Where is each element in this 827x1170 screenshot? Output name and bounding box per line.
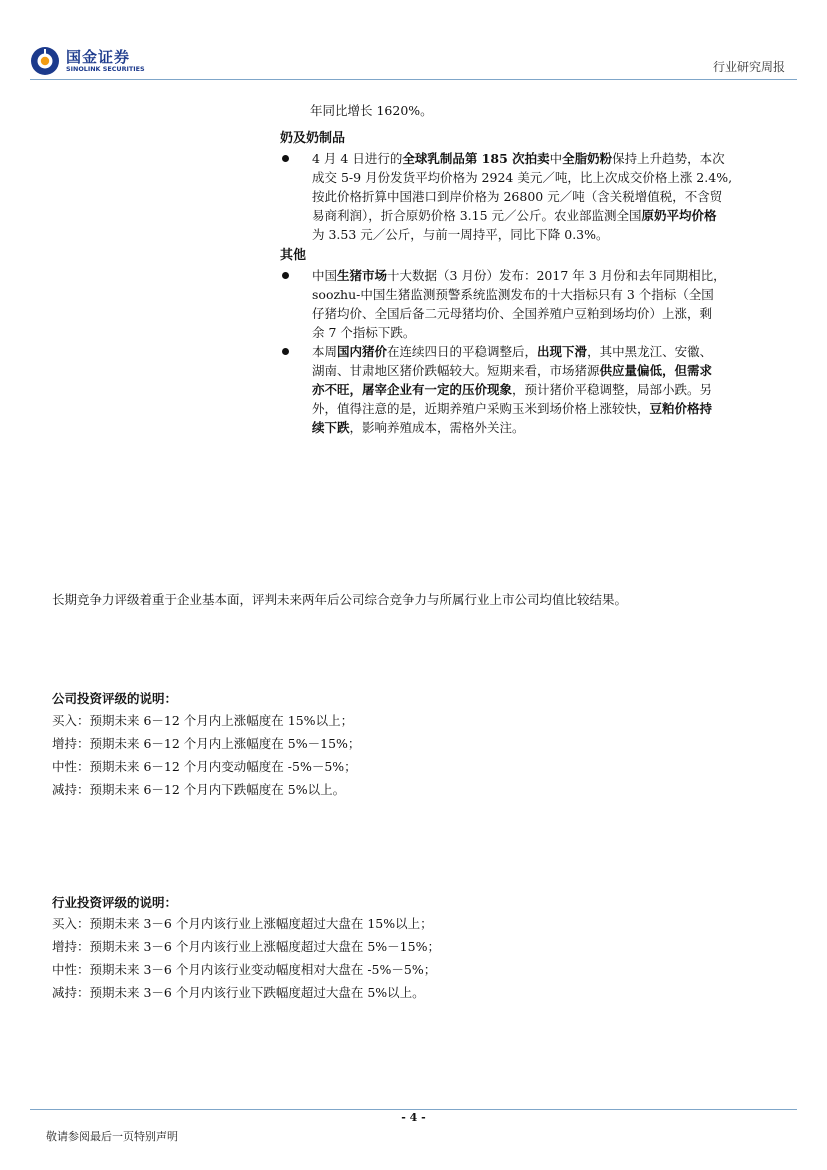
bold-span: 续下跌 bbox=[312, 420, 350, 435]
text-line bbox=[312, 361, 785, 380]
dairy-bullet bbox=[280, 149, 785, 244]
pig-market-bullet-text bbox=[312, 266, 785, 342]
bold-span: 亦不旺，屠宰企业有一定的压价现象 bbox=[312, 382, 513, 397]
text-line bbox=[312, 206, 785, 225]
company-rating-title: 公司投资评级的说明： bbox=[52, 691, 178, 706]
text-span: ，影响养殖成本，需格外关注。 bbox=[349, 420, 525, 435]
text-span: 本周 bbox=[312, 344, 338, 359]
text-line bbox=[312, 380, 785, 399]
text-span: 中 bbox=[549, 151, 563, 166]
industry-rating-item: 买入：预期未来 3－6 个月内该行业上涨幅度超过大盘在 15%以上； bbox=[52, 916, 433, 931]
text-line bbox=[312, 342, 785, 361]
text-line: 为 3.53 元／公斤，与前一周持平，同比下降 0.3%。 bbox=[312, 227, 609, 242]
logo-english-name: SINOLINK SECURITIES bbox=[66, 65, 145, 73]
text-line: 成交 5-9 月份发货平均价格为 2924 美元／吨，比上次成交价格上涨 2.4%, bbox=[312, 170, 733, 185]
text-line bbox=[312, 149, 785, 168]
text-span: 易商利润），折合原奶价格 3.15 元／公斤。农业部监测全国 bbox=[312, 208, 642, 223]
bold-span: 出现下滑 bbox=[537, 344, 588, 359]
bullet-dot-icon bbox=[282, 155, 289, 162]
footer-divider bbox=[30, 1109, 797, 1110]
bold-span: 生猪市场 bbox=[337, 268, 388, 283]
intro-line bbox=[310, 101, 785, 120]
section-heading-dairy: 奶及奶制品 bbox=[280, 131, 346, 146]
text-line bbox=[312, 266, 785, 285]
header-divider bbox=[30, 79, 797, 80]
bold-span: 供应量偏低，但需求 bbox=[599, 363, 713, 378]
text-line bbox=[312, 418, 785, 437]
page-number: - 4 - bbox=[401, 1111, 426, 1124]
text-span: 湖南、甘肃地区猪价跌幅较大。短期来看，市场猪源 bbox=[312, 363, 600, 378]
text-span: 保持上升趋势，本次 bbox=[612, 151, 725, 166]
page-header bbox=[0, 0, 827, 82]
text-span: 十大数据（3 月份）发布：2017 年 3 月份和去年同期相比， bbox=[387, 268, 726, 283]
company-rating-item: 中性：预期未来 6－12 个月内变动幅度在 -5%－5%； bbox=[52, 759, 357, 774]
text-line: 仔猪均价、全国后备二元母猪均价、全国养殖户豆粕到场均价）上涨，剩 bbox=[312, 306, 713, 321]
industry-rating-item: 中性：预期未来 3－6 个月内该行业变动幅度相对大盘在 -5%－5%； bbox=[52, 962, 437, 977]
bold-span: 全脂奶粉 bbox=[562, 151, 613, 166]
report-type-label: 行业研究周报 bbox=[712, 60, 785, 74]
competitiveness-note: 长期竞争力评级着重于企业基本面，评判未来两年后公司综合竞争力与所属行业上市公司均值比较结果。 bbox=[52, 592, 628, 607]
text-line: 按此价格折算中国港口到岸价格为 26800 元／吨（含关税增值税，不含贸 bbox=[312, 189, 723, 204]
text-span: 在连续四日的平稳调整后， bbox=[387, 344, 538, 359]
logo-chinese-name: 国金证券 bbox=[66, 48, 131, 66]
industry-rating-item: 增持：预期未来 3－6 个月内该行业上涨幅度超过大盘在 5%－15%； bbox=[52, 939, 440, 954]
company-rating-list bbox=[52, 709, 360, 801]
bullet-dot-icon bbox=[282, 348, 289, 355]
bold-span: 豆粕价格持 bbox=[649, 401, 713, 416]
bold-span: 原奶平均价格 bbox=[641, 208, 717, 223]
pig-market-bullet bbox=[280, 266, 785, 342]
text-line: soozhu-中国生猪监测预警系统监测发布的十大指标只有 3 个指标（全国 bbox=[312, 287, 714, 302]
sinolink-logo-icon bbox=[30, 46, 60, 76]
intro-text: 年同比增长 1620%。 bbox=[310, 103, 433, 118]
text-line bbox=[312, 399, 785, 418]
bullet-dot-icon bbox=[282, 272, 289, 279]
text-span: ，其中黑龙江、安徽、 bbox=[587, 344, 713, 359]
text-span: 中国 bbox=[312, 268, 338, 283]
industry-rating-title: 行业投资评级的说明： bbox=[52, 895, 178, 910]
company-logo bbox=[30, 44, 160, 78]
text-span: ，预计猪价平稳调整，局部小跌。另 bbox=[512, 382, 713, 397]
company-rating-item: 增持：预期未来 6－12 个月内上涨幅度在 5%－15%； bbox=[52, 736, 361, 751]
pig-price-bullet-text bbox=[312, 342, 785, 437]
company-rating-item: 减持：预期未来 6－12 个月内下跌幅度在 5%以上。 bbox=[52, 782, 346, 797]
text-line: 余 7 个指标下跌。 bbox=[312, 325, 416, 340]
company-rating-item: 买入：预期未来 6－12 个月内上涨幅度在 15%以上； bbox=[52, 713, 354, 728]
dairy-bullet-text bbox=[312, 149, 785, 244]
industry-rating-item: 减持：预期未来 3－6 个月内该行业下跌幅度超过大盘在 5%以上。 bbox=[52, 985, 425, 1000]
text-span: 4 月 4 日进行的 bbox=[312, 151, 403, 166]
bold-span: 全球乳制品第 185 次拍卖 bbox=[402, 151, 550, 166]
pig-price-bullet bbox=[280, 342, 785, 437]
section-heading-other: 其他 bbox=[280, 248, 307, 263]
bold-span: 国内猪价 bbox=[337, 344, 388, 359]
industry-rating-list bbox=[52, 912, 440, 1004]
footer-disclaimer: 敬请参阅最后一页特别声明 bbox=[46, 1130, 178, 1143]
text-span: 外，值得注意的是，近期养殖户采购玉米到场价格上涨较快， bbox=[312, 401, 650, 416]
